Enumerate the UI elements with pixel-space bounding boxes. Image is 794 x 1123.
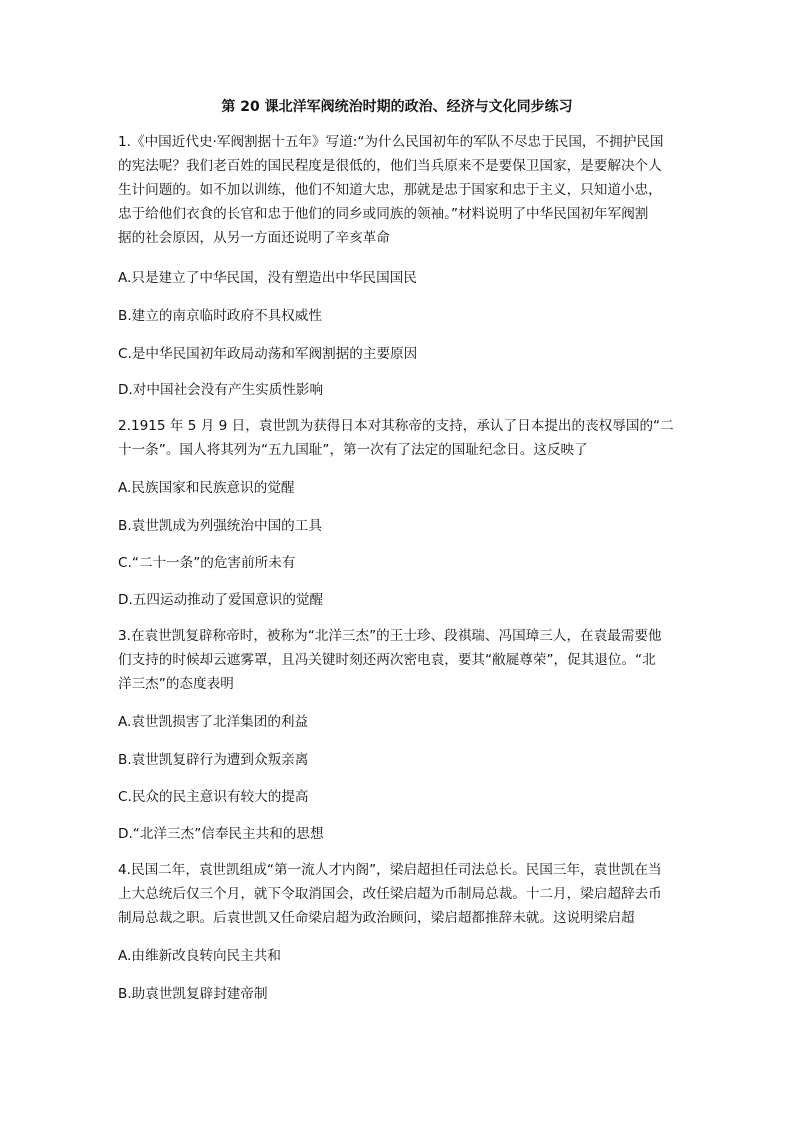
stem-line: 上大总统后仅三个月，就下令取消国会，改任梁启超为币制局总裁。十二月，梁启超辞去币 (118, 886, 662, 902)
stem-line: 十一条”。国人将其列为“五九国耻”，第一次有了法定的国耻纪念日。这反映了 (118, 442, 588, 458)
stem-line: 制局总裁之职。后袁世凯又任命梁启超为政治顾问，梁启超都推辞未就。这说明梁启超 (118, 910, 635, 926)
option-b: B.袁世凯复辟行为遭到众叛亲离 (118, 752, 309, 768)
stem-line: 们支持的时候却云遮雾罩，且冯关键时刻还两次密电袁，要其“敝屣尊荣”，促其退位。“北 (118, 652, 656, 668)
stem-line: 1.《中国近代史·军阀割据十五年》写道:“为什么民国初年的军队不尽忠于民国，不拥护民国 (118, 134, 664, 150)
option-a: A.袁世凯损害了北洋集团的利益 (118, 714, 309, 730)
stem-line: 忠于给他们衣食的长官和忠于他们的同乡或同族的领袖。”材料说明了中华民国初年军阀割 (118, 206, 649, 222)
option-a: A.民族国家和民族意识的觉醒 (118, 480, 295, 496)
stem-line: 2.1915 年 5 月 9 日，袁世凯为获得日本对其称帝的支持，承认了日本提出的丧权辱国的“二 (118, 418, 674, 434)
option-b: B.袁世凯成为列强统治中国的工具 (118, 518, 322, 534)
option-d: D.对中国社会没有产生实质性影响 (118, 382, 324, 398)
option-c: C.是中华民国初年政局动荡和军阀割据的主要原因 (118, 346, 418, 362)
stem-line: 4.民国二年，袁世凯组成“第一流人才内阁”，梁启超担任司法总长。民国三年，袁世凯在当 (118, 862, 662, 878)
stem-line: 洋三杰”的态度表明 (118, 676, 234, 692)
option-d: D.“北洋三杰”信奉民主共和的思想 (118, 826, 324, 842)
option-a: A.由维新改良转向民主共和 (118, 948, 281, 964)
stem-line: 据的社会原因，从另一方面还说明了辛亥革命 (118, 230, 390, 246)
option-c: C.民众的民主意识有较大的提高 (118, 789, 309, 805)
option-b: B.建立的南京临时政府不具权威性 (118, 308, 322, 324)
option-d: D.五四运动推动了爱国意识的觉醒 (118, 592, 324, 608)
page-title: 第 20 课北洋军阀统治时期的政治、经济与文化同步练习 (221, 99, 573, 115)
option-c: C.“二十一条”的危害前所未有 (118, 555, 296, 571)
option-b: B.助袁世凯复辟封建帝制 (118, 986, 268, 1002)
stem-line: 生计问题的。如不加以训练，他们不知道大忠，那就是忠于国家和忠于主义，只知道小忠， (118, 182, 662, 198)
stem-line: 3.在袁世凯复辟称帝时，被称为“北洋三杰”的王士珍、段祺瑞、冯国璋三人，在袁最需要他 (118, 628, 662, 644)
option-a: A.只是建立了中华民国，没有塑造出中华民国国民 (118, 270, 417, 286)
stem-line: 的宪法呢？我们老百姓的国民程度是很低的，他们当兵原来不是要保卫国家，是要解决个人 (118, 158, 662, 174)
